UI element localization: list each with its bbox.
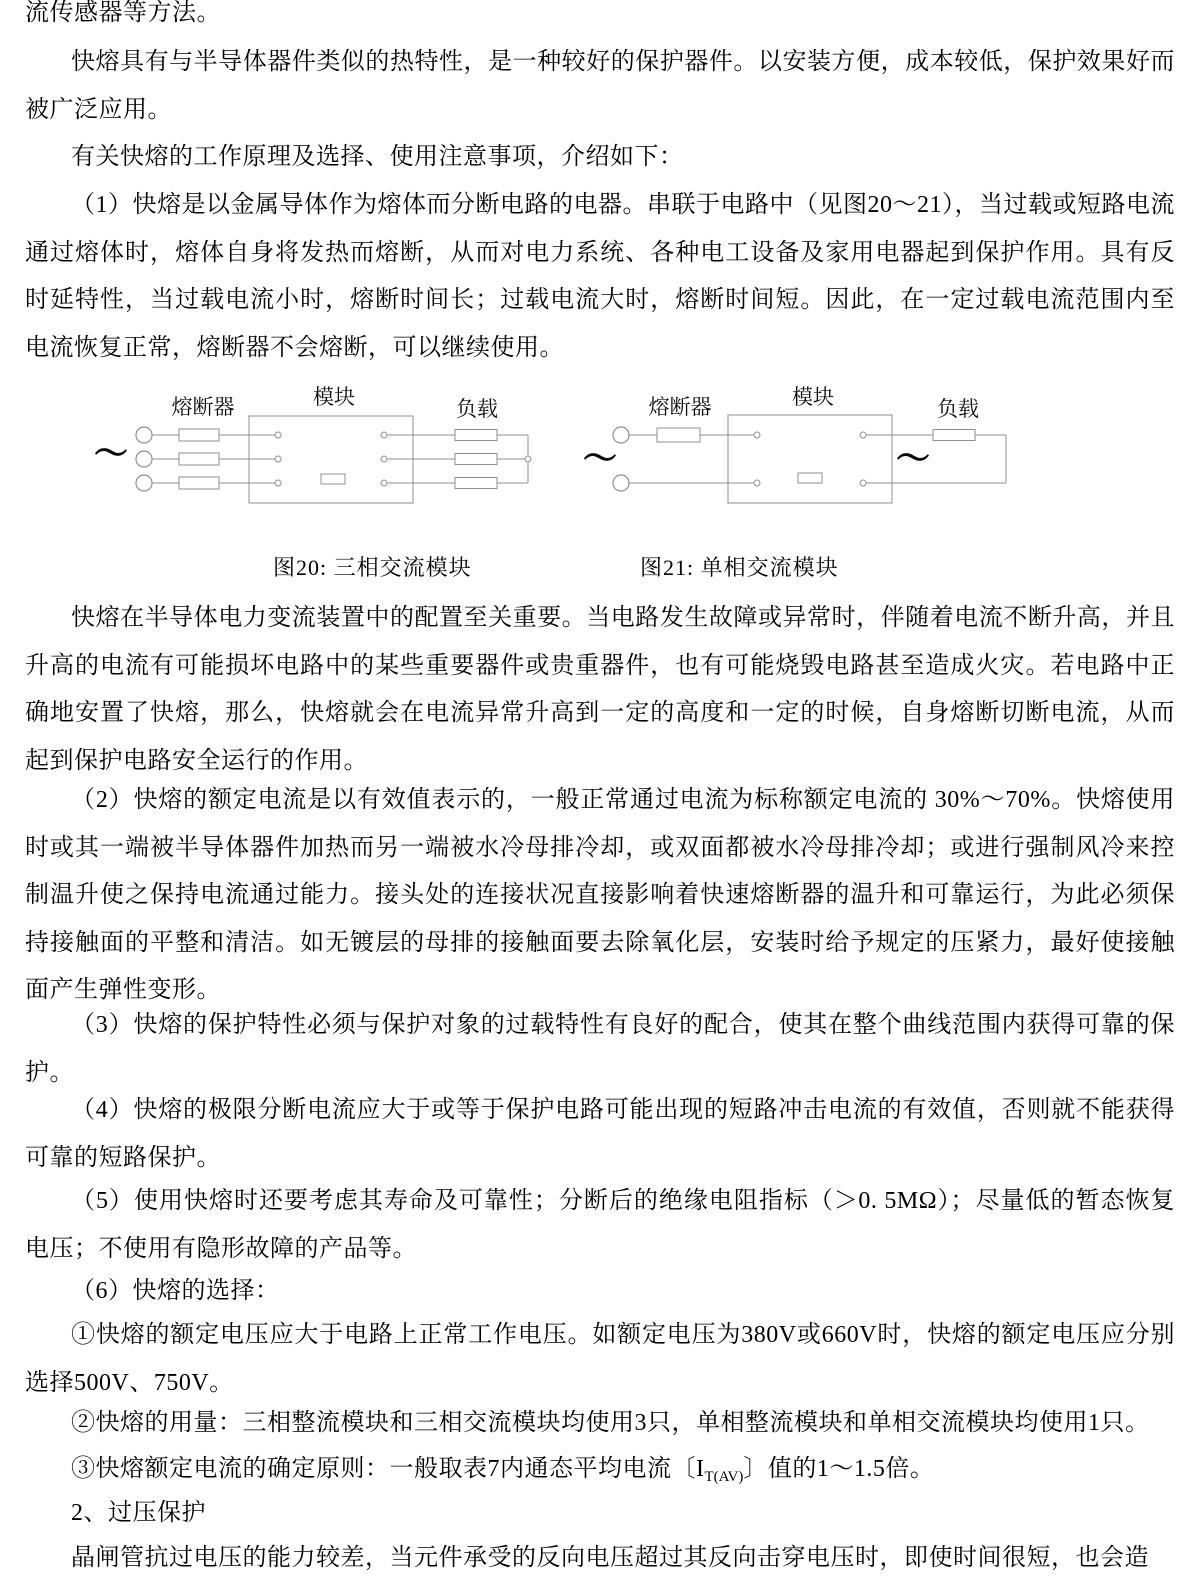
paragraph-item-3: （3）快熔的保护特性必须与保护对象的过载特性有良好的配合，使其在整个曲线范围内获得可靠的保护。 — [25, 1012, 1175, 1086]
module-pin — [381, 480, 387, 486]
paragraph-item-2: （2）快熔的额定电流是以有效值表示的，一般正常通过电流为标称额定电流的 30%～70%。快熔使用时或其一端被半导体器件加热而另一端被水冷母排冷却，或双面都被水冷母排冷却；或进行强制风冷来控制温升使之保持电流通过能力。接头处的连接状况直接影响着快速熔断器的温升和可靠运行，为此必须保持接触面的平整和清洁。如无镀层的母排的接触面要去除氧化层，安装时给予规定的压紧力，最好使接触面产生弹性变形。 — [25, 787, 1175, 1003]
ac-output-symbol: ～ — [896, 441, 930, 478]
load-resistor — [455, 430, 497, 441]
module-pin — [754, 432, 760, 438]
section-2-heading: 2、过压保护 — [71, 1500, 206, 1526]
ac-source-symbol: ～ — [583, 441, 617, 478]
sub-3-text-end: 〕值的1～1.5倍。 — [743, 1456, 935, 1482]
ac-source-symbol: ～ — [94, 436, 128, 473]
module-label: 模块 — [792, 385, 834, 409]
module-box — [728, 415, 892, 503]
module-pin — [860, 432, 866, 438]
line-wire-top — [613, 427, 1006, 443]
load-label: 负载 — [456, 397, 498, 421]
paragraph-item-6: （6）快熔的选择： — [71, 1278, 280, 1304]
input-terminal — [613, 427, 629, 443]
fuse-label: 熔断器 — [648, 395, 712, 419]
module-pin — [275, 480, 281, 486]
module-pin — [381, 432, 387, 438]
current-subscript: T(AV) — [704, 1469, 744, 1485]
paragraph-item-4: （4）快熔的极限分断电流应大于或等于保护电路可能出现的短路冲击电流的有效值，否则就不能获得可靠的短路保护。 — [25, 1097, 1175, 1171]
module-label: 模块 — [313, 385, 355, 409]
figure-20-three-phase-diagram — [94, 385, 531, 503]
module-pin — [381, 456, 387, 462]
module-pin — [275, 456, 281, 462]
fuse-symbol — [179, 477, 219, 489]
input-terminal — [136, 451, 152, 467]
module-pin — [275, 432, 281, 438]
load-label: 负载 — [937, 397, 979, 421]
figure-20-caption: 图20: 三相交流模块 — [273, 555, 472, 580]
paragraph-overview: 有关快熔的工作原理及选择、使用注意事项，介绍如下： — [71, 144, 684, 170]
load-resistor — [455, 478, 497, 489]
paragraph-sub-2: ②快熔的用量：三相整流模块和三相交流模块均使用3只，单相整流模块和单相交流模块均使用1只。 — [71, 1410, 1150, 1436]
load-resistor — [455, 454, 497, 465]
fuse-symbol — [179, 429, 219, 441]
paragraph-sub-1: ①快熔的额定电压应大于电路上正常工作电压。如额定电压为380V或660V时，快熔的额定电压应分别选择500V、750V。 — [25, 1322, 1175, 1396]
input-terminal — [136, 427, 152, 443]
module-pin — [860, 480, 866, 486]
module-inner-block — [798, 473, 822, 483]
figure-21-caption: 图21: 单相交流模块 — [640, 555, 839, 580]
paragraph-item-5: （5）使用快熔时还要考虑其寿命及可靠性；分断后的绝缘电阻指标（＞0. 5MΩ）；尽量低的暂态恢复电压；不使用有隐形故障的产品等。 — [25, 1188, 1175, 1262]
paragraph-fuse-intro: 快熔具有与半导体器件类似的热特性，是一种较好的保护器件。以安装方便，成本较低，保护效果好而被广泛应用。 — [25, 49, 1175, 123]
paragraph-item-1: （1）快熔是以金属导体作为熔体而分断电路的电器。串联于电路中（见图20～21），当过载或短路电流通过熔体时，熔体自身将发热而熔断，从而对电力系统、各种电工设备及家用电器起到保护作用。具有反时延特性，当过载电流小时，熔断时间长；过载电流大时，熔断时间短。因此，在一定过载电流范围内至电流恢复正常，熔断器不会熔断，可以继续使用。 — [25, 192, 1175, 361]
paragraph-importance: 快熔在半导体电力变流装置中的配置至关重要。当电路发生故障或异常时，伴随着电流不断升高，并且升高的电流有可能损坏电路中的某些重要器件或贵重器件，也有可能烧毁电路甚至造成火灾。若电路中正确地安置了快熔，那么，快熔就会在电流异常升高到一定的高度和一定的时候，自身熔断切断电流，从而起到保护电路安全运行的作用。 — [25, 605, 1175, 774]
input-terminal — [136, 475, 152, 491]
input-terminal — [613, 475, 629, 491]
fuse-label: 熔断器 — [171, 395, 235, 419]
neutral-node — [525, 456, 531, 462]
phase-row-1 — [136, 427, 528, 443]
paragraph-continuation: 流传感器等方法。 — [25, 0, 221, 26]
circuit-figures — [0, 370, 1200, 545]
figure-21-single-phase-diagram — [583, 385, 1006, 503]
module-inner-block — [321, 474, 345, 484]
phase-row-2 — [136, 451, 528, 467]
load-resistor — [933, 430, 975, 441]
sub-3-text: ③快熔额定电流的确定原则：一般取表7内通态平均电流〔I — [71, 1456, 705, 1482]
paragraph-overvoltage: 晶闸管抗过电压的能力较差，当元件承受的反向电压超过其反向击穿电压时，即使时间很短，也会造 — [71, 1545, 1149, 1571]
fuse-symbol — [657, 428, 700, 442]
module-pin — [754, 480, 760, 486]
fuse-symbol — [179, 453, 219, 465]
